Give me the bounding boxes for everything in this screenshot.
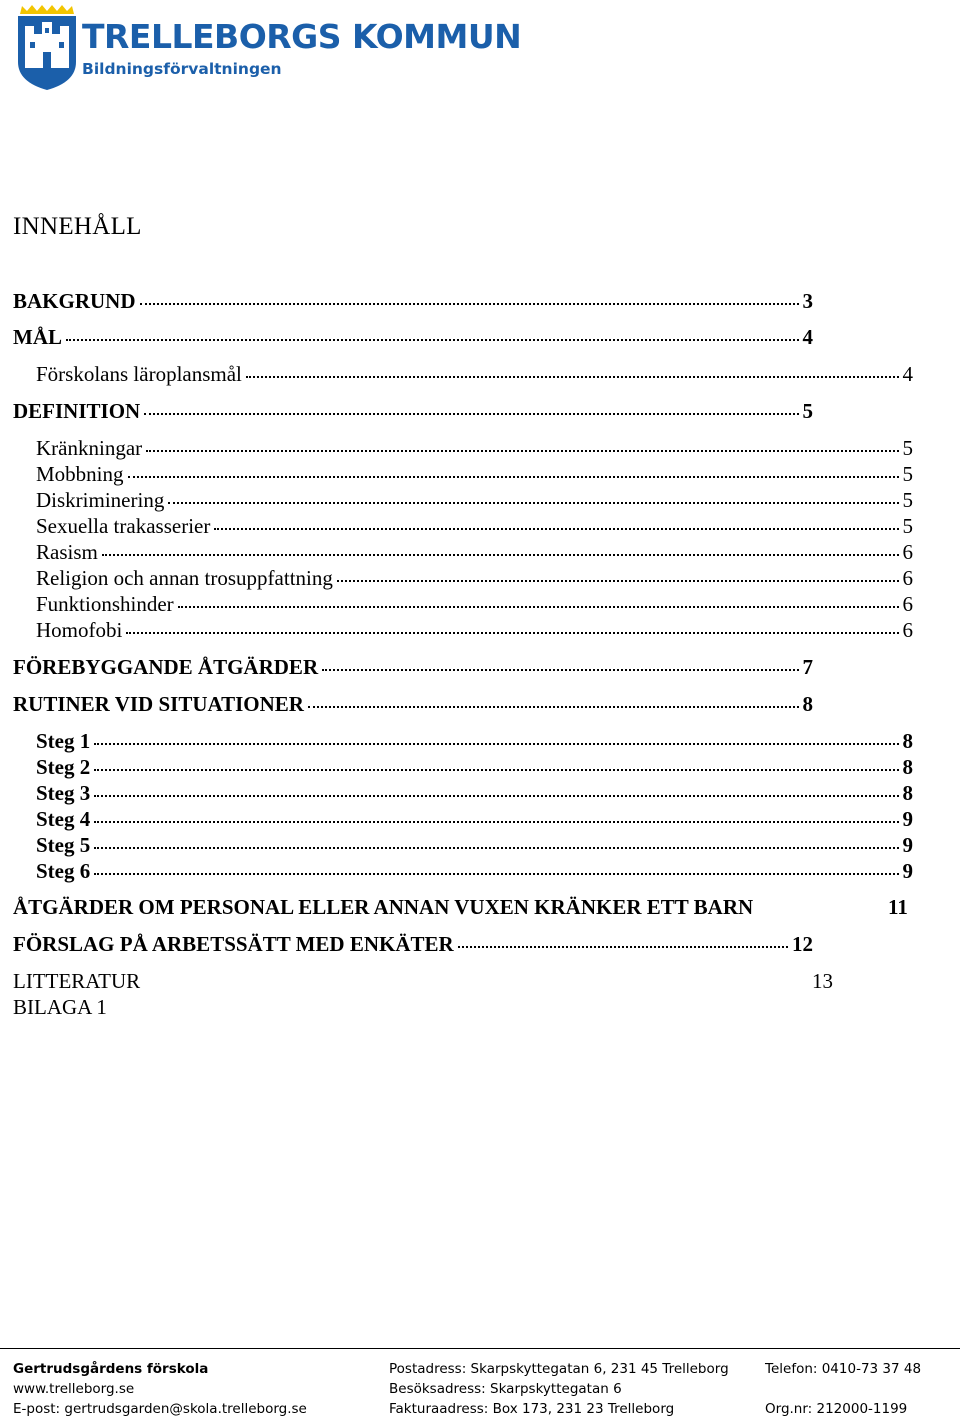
toc-entry: BAKGRUND 3 — [13, 289, 813, 313]
footer-school-name: Gertrudsgårdens förskola — [13, 1361, 209, 1377]
toc-entry-text: BILAGA 1 — [13, 995, 107, 1019]
footer-email[interactable]: E-post: gertrudsgarden@skola.trelleborg.se — [13, 1401, 307, 1417]
toc-entry-page: 13 — [812, 969, 833, 993]
toc-entry: Funktionshinder 6 — [36, 592, 913, 616]
footer-billing-address: Fakturaadress: Box 173, 231 23 Trelleborg — [389, 1401, 675, 1417]
toc-entry: Steg 5 9 — [36, 833, 913, 857]
toc-entry-text: ÅTGÄRDER OM PERSONAL ELLER ANNAN VUXEN KRÄNKER ETT BARN — [13, 895, 754, 919]
footer-visiting-address: Besöksadress: Skarpskyttegatan 6 — [389, 1381, 622, 1397]
toc-entry: Mobbning 5 — [36, 462, 913, 486]
toc-entry-page: 11 — [888, 895, 908, 919]
toc-entry: Förskolans läroplansmål 4 — [36, 362, 913, 386]
toc-entry: Diskriminering 5 — [36, 488, 913, 512]
toc-entry-text: LITTERATUR — [13, 969, 141, 993]
toc-entry: Steg 1 8 — [36, 729, 913, 753]
toc-entry: Kränkningar 5 — [36, 436, 913, 460]
toc-entry: Steg 6 9 — [36, 859, 913, 883]
footer-org-number: Org.nr: 212000-1199 — [765, 1401, 908, 1417]
coat-of-arms-icon — [16, 4, 78, 90]
department-name: Bildningsförvaltningen — [82, 60, 282, 78]
toc-entry: Steg 2 8 — [36, 755, 913, 779]
toc-entry: Sexuella trakasserier 5 — [36, 514, 913, 538]
toc-entry: MÅL 4 — [13, 325, 813, 349]
toc-entry: FÖREBYGGANDE ÅTGÄRDER 7 — [13, 655, 813, 679]
toc-entry: Homofobi 6 — [36, 618, 913, 642]
toc-entry: FÖRSLAG PÅ ARBETSSÄTT MED ENKÄTER 12 — [13, 932, 813, 956]
toc-entry: RUTINER VID SITUATIONER 8 — [13, 692, 813, 716]
toc-entry: DEFINITION 5 — [13, 399, 813, 423]
footer-divider — [0, 1348, 960, 1349]
footer-website-link[interactable]: www.trelleborg.se — [13, 1381, 135, 1397]
toc-entry: Steg 3 8 — [36, 781, 913, 805]
organization-name: TRELLEBORGS KOMMUN — [82, 17, 522, 56]
toc-entry: Steg 4 9 — [36, 807, 913, 831]
footer-phone: Telefon: 0410-73 37 48 — [765, 1361, 922, 1377]
toc-entry: Religion och annan trosuppfattning 6 — [36, 566, 913, 590]
toc-entry: Rasism 6 — [36, 540, 913, 564]
page-title: INNEHÅLL — [13, 213, 142, 240]
footer-postal-address: Postadress: Skarpskyttegatan 6, 231 45 Trelleborg — [389, 1361, 729, 1377]
